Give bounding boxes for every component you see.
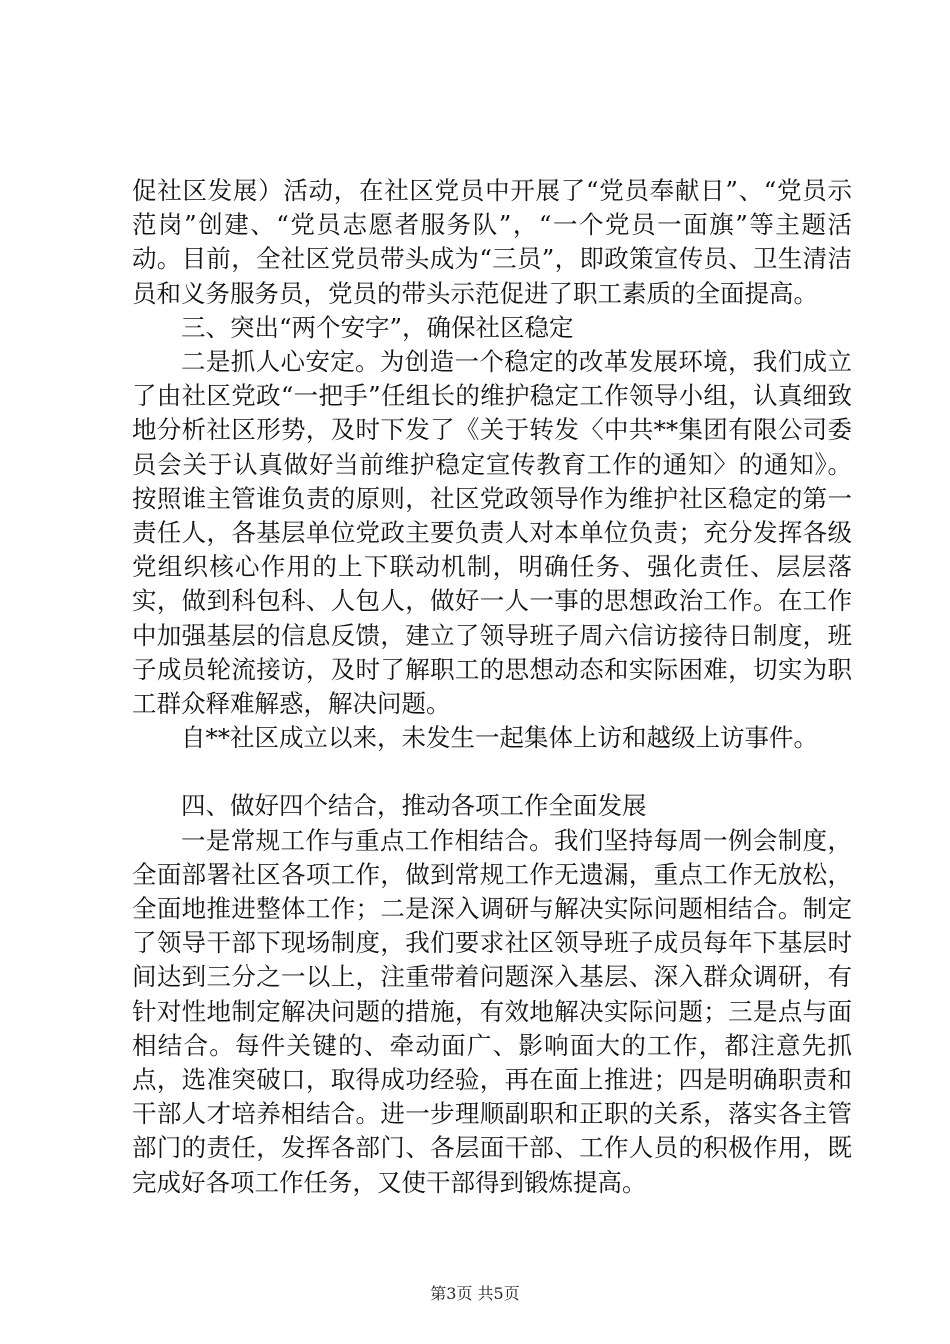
paragraph-no-petitions: 自**社区成立以来，未发生一起集体上访和越级上访事件。 [181,723,818,753]
page-number: 第3页 共5页 [430,1284,520,1303]
paragraph-four-combinations: 一是常规工作与重点工作相结合。我们坚持每周一例会制度，全面部署社区各项工作，做到常规工作无遗漏，重点工作无放松，全面地推进整体工作；二是深入调研与解决实际问题相结合。制定了领导干部下现场制度，我们要求社区领导班子成员每年下基层时间达到三分之一以上，注重带着问题深入基层、深入群众调研，有针对性地制定解决问题的措施，有效地解决实际问题；三是点与面相结合。每件关键的、牵动面广、影响面大的工作，都注意先抓点，选准突破口，取得成功经验，再在面上推进；四是明确职责和干部人才培养相结合。进一步理顺副职和正职的关系，落实各主管部门的责任，发挥各部门、各层面干部、工作人员的积极作用，既完成好各项工作任务，又使干部得到锻炼提高。 [132,825,852,1197]
paragraph-stability: 二是抓人心安定。为创造一个稳定的改革发展环境，我们成立了由社区党政“一把手”任组长的维护稳定工作领导小组，认真细致地分析社区形势，及时下发了《关于转发〈中共**集团有限公司委员会关于认真做好当前维护稳定宣传教育工作的通知〉的通知》。按照谁主管谁负责的原则，社区党政领导作为维护社区稳定的第一责任人，各基层单位党政主要负责人对本单位负责；充分发挥各级党组织核心作用的上下联动机制，明确任务、强化责任、层层落实，做到科包科、人包人，做好一人一事的思想政治工作。在工作中加强基层的信息反馈，建立了领导班子周六信访接待日制度，班子成员轮流接访，及时了解职工的思想动态和实际困难，切实为职工群众释难解惑，解决问题。 [132,347,852,719]
document-body [132,174,852,1200]
section-heading-four: 四、做好四个结合，推动各项工作全面发展 [181,791,647,821]
section-heading-three: 三、突出“两个安字”，确保社区稳定 [181,312,574,342]
page-footer [0,1284,950,1304]
paragraph-party-activities: 促社区发展）活动，在社区党员中开展了“党员奉献日”、“党员示范岗”创建、“党员志愿者服务队”，“一个党员一面旗”等主题活动。目前，全社区党员带头成为“三员”，即政策宣传员、卫生清洁员和义务服务员，党员的带头示范促进了职工素质的全面提高。 [132,176,852,308]
